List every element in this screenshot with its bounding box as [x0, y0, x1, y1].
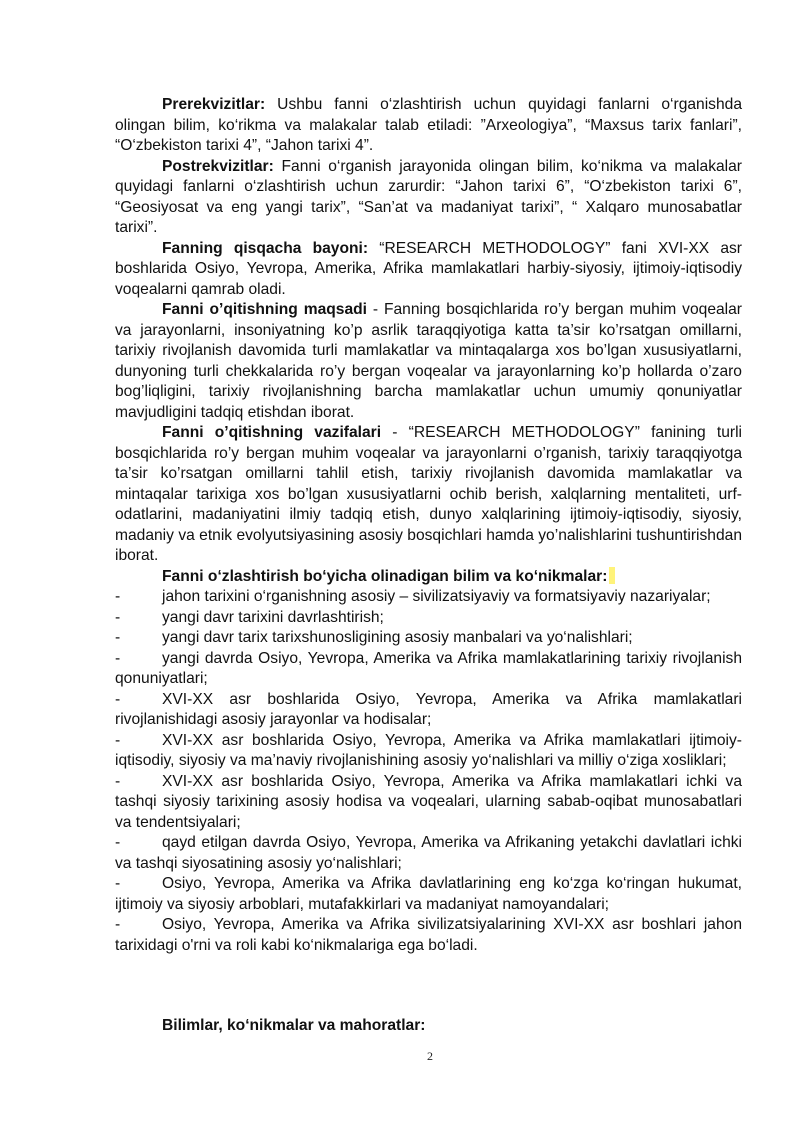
goal-paragraph	[115, 300, 742, 423]
next-section-title: Bilimlar, ko‘nikmalar va mahoratlar:	[162, 1017, 426, 1034]
list-item-text: yangi davr tarix tarixshunosligining asosiy manbalari va yo‘nalishlari;	[162, 629, 633, 646]
goal-text: - Fanning bosqichlarida ro’y bergan muhim voqealar va jarayonlarni, insoniyatning ko’p asrlik taraqqiyotiga katta ta’sir ko’rsatgan omillarni, tarixiy rivojlanish davomida turli mamlakatlar va mintaqalarga xos bo’lgan xususiyatlarni, dunyoning turli chekkalarida ro’y bergan voqealar va jarayonlarning ko’p hollarda o’zaro bog’liqligini, tarixiy rivojlanishning barcha mamlakatlar uchun umumiy qonuniyatlar mavjudligini tadqiq etishdan iborat.	[115, 301, 742, 421]
postrequisites-text: Fanni o‘rganish jarayonida olingan bilim, ko‘nikma va malakalar quyidagi fanlarni o‘zlashtirish uchun zarurdir: “Jahon tarixi 6”, “O‘zbekiston tarixi 6”, “Geosiyosat va eng yangi tarix”, “San’at va madaniyat tarixi”, “ Xalqaro munosabatlar tarixi”.	[115, 157, 742, 236]
list-dash: -	[115, 875, 121, 892]
list-item	[115, 915, 742, 956]
list-dash: -	[115, 772, 121, 790]
list-dash: -	[115, 629, 121, 646]
skills-heading	[115, 567, 742, 588]
prerequisites-paragraph	[115, 95, 742, 157]
list-item	[115, 772, 742, 834]
list-dash: -	[115, 649, 121, 667]
summary-text: “RESEARCH METHODOLOGY” fani XVI-XX asr boshlarida Osiyo, Yevropa, Amerika, Afrika mamlakatlari harbiy-siyosiy, ijtimoiy-iqtisodiy voqealarni qamrab oladi.	[115, 239, 742, 298]
list-dash: -	[115, 731, 121, 749]
tasks-lead: Fanni o’qitishning vazifalari	[162, 424, 382, 441]
list-item	[115, 833, 742, 874]
list-item	[115, 608, 742, 629]
skills-heading-text: Fanni o‘zlashtirish bo‘yicha olinadigan bilim va ko‘nikmalar:	[162, 567, 608, 585]
postrequisites-paragraph	[115, 157, 742, 239]
list-item-text: qayd etilgan davrda Osiyo, Yevropa, Amerika va Afrikaning yetakchi davlatlari ichki va tashqi siyosatining asosiy yo‘nalishlari;	[115, 834, 742, 872]
list-item-text: yangi davr tarixini davrlashtirish;	[162, 608, 384, 626]
list-item-text: XVI-XX asr boshlarida Osiyo, Yevropa, Amerika va Afrika mamlakatlari rivojlanishidagi asosiy jarayonlar va hodisalar;	[115, 690, 742, 728]
goal-lead: Fanni o’qitishning maqsadi	[162, 301, 367, 318]
list-item	[115, 731, 742, 772]
page-body	[115, 95, 742, 956]
skills-list	[115, 587, 742, 956]
list-item	[115, 587, 742, 608]
list-item-text: yangi davrda Osiyo, Yevropa, Amerika va Afrika mamlakatlarining tarixiy rivojlanish qonuniyatlari;	[115, 649, 742, 687]
list-item	[115, 874, 742, 915]
list-item	[115, 690, 742, 731]
list-dash: -	[115, 588, 121, 605]
tasks-text: - “RESEARCH METHODOLOGY” fanining turli bosqichlarida ro’y bergan muhim voqealar va jarayonlarni o’rganish, tarixiy taraqqiyotga ta’sir ko’rsatgan omillarni tahlil etish, tarixiy rivojlanish davomida mamlakatlar va mintaqalar tarixiga xos bo’lgan xususiyatlarni ochib berish, xalqlarning mentaliteti, urf-odatlarini, madaniyatini ilmiy tadqiq etish, dunyo xalqlarining ijtimoiy-iqtisodiy, siyosiy, madaniy va etnik evolyutsiyasining asosiy bosqichlari hamda yo’nalishlarini tushuntirishdan iborat.	[115, 424, 743, 564]
summary-paragraph	[115, 239, 742, 301]
tasks-paragraph	[115, 423, 742, 567]
list-item-text: Osiyo, Yevropa, Amerika va Afrika sivilizatsiyalarining XVI-XX asr boshlari jahon tarixidagi o'rni va roli kabi ko‘nikmalariga ega bo‘ladi.	[115, 916, 742, 954]
list-item-text: XVI-XX asr boshlarida Osiyo, Yevropa, Amerika va Afrika mamlakatlari ijtimoiy-iqtisodiy, siyosiy va ma’naviy rivojlanishining asosiy yo‘nalishlari va milliy o‘ziga xosliklari;	[115, 731, 742, 769]
list-item-text: Osiyo, Yevropa, Amerika va Afrika davlatlarining eng ko‘zga ko‘ringan hukumat, ijtimoiy va siyosiy arboblari, mutafakkirlari va madaniyat namoyandalari;	[115, 875, 742, 913]
list-dash: -	[115, 608, 121, 626]
list-dash: -	[115, 690, 121, 708]
text-highlight-mark	[609, 567, 615, 584]
prerequisites-lead: Prerekvizitlar:	[162, 96, 266, 113]
list-dash: -	[115, 834, 121, 851]
list-item	[115, 628, 742, 649]
list-item-text: jahon tarixini o‘rganishning asosiy – sivilizatsiyaviy va formatsiyaviy nazariyalar;	[162, 588, 711, 605]
list-item-text: XVI-XX asr boshlarida Osiyo, Yevropa, Amerika va Afrika mamlakatlari ichki va tashqi siyosiy tarixining asosiy hodisa va voqealari, ularning sabab-oqibat munosabatlari va tendentsiyalari;	[115, 772, 742, 831]
prerequisites-text: Ushbu fanni o‘zlashtirish uchun quyidagi fanlarni o‘rganishda olingan bilim, ko‘rikma va malakalar talab etiladi: ”Arxeologiya”, “Maxsus tarix fanlari”, “O‘zbekiston tarixi 4”, “Jahon tarixi 4”.	[115, 96, 742, 154]
page-number: 2	[427, 1049, 433, 1063]
postrequisites-lead: Postrekvizitlar:	[162, 157, 274, 175]
list-dash: -	[115, 916, 121, 933]
summary-lead: Fanning qisqacha bayoni:	[162, 239, 369, 257]
list-item	[115, 649, 742, 690]
